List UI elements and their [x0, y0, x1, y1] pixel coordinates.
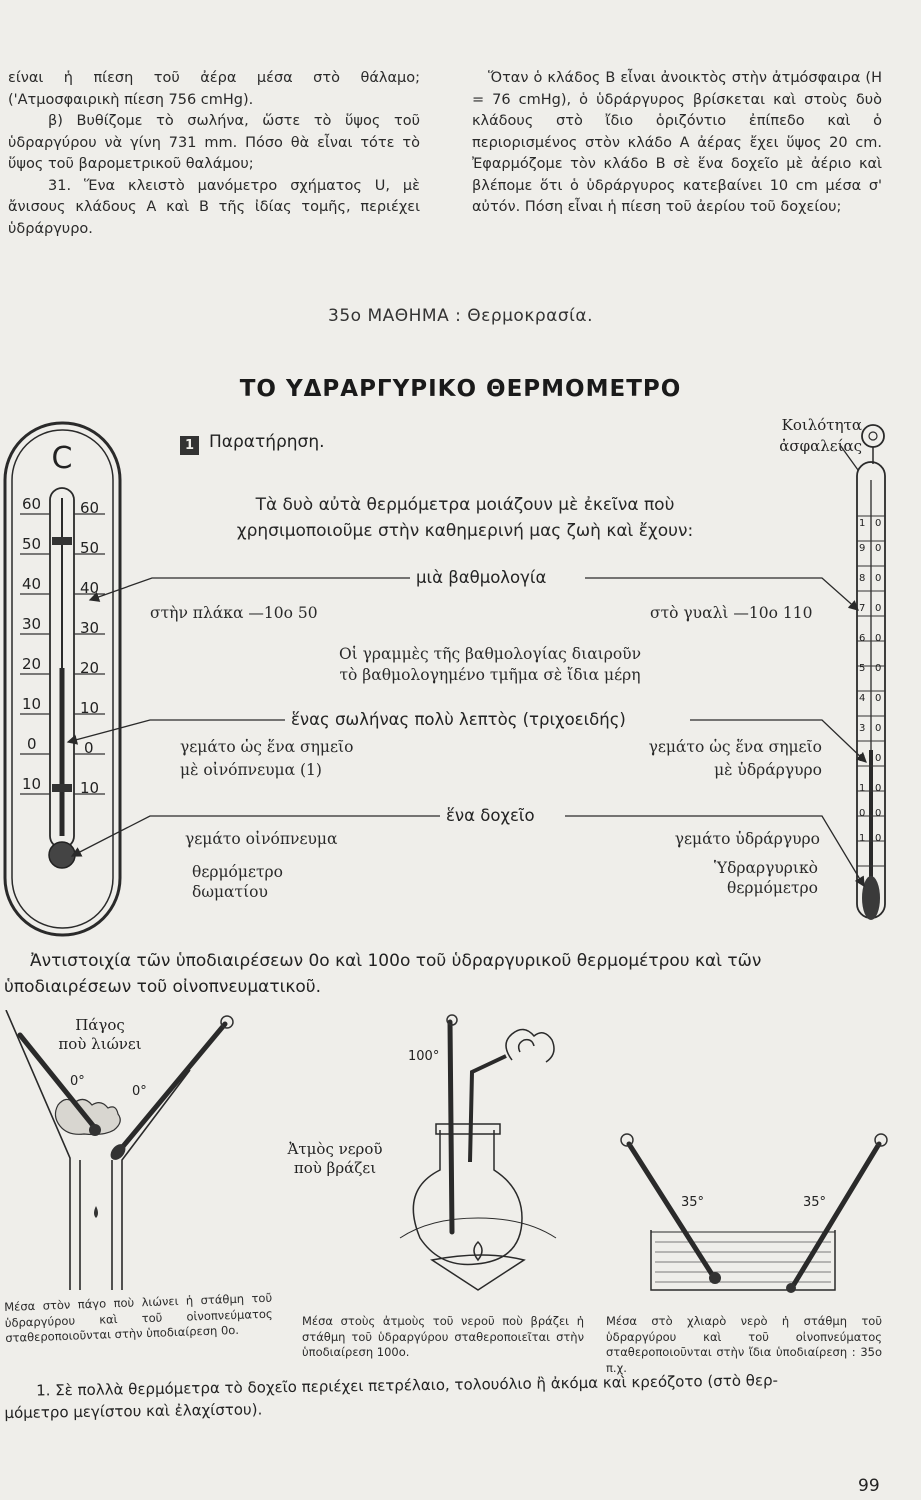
scale-left-text: στὴν πλάκα —10ο 50 [150, 604, 318, 622]
hundred-mark: 100° [408, 1049, 440, 1064]
scale-digit: 2 [859, 753, 866, 764]
feature-scale: μιὰ βαθμολογία [410, 568, 552, 587]
scale-digit: 1 [859, 783, 866, 794]
scale-digit: 0 [875, 518, 882, 529]
footnote-line: μόμετρο μεγίστου καὶ ἐλαχίστου). [4, 1400, 263, 1422]
label-line: δωματίου [192, 883, 268, 901]
graduation-line: Οἱ γραμμὲς τῆς βαθμολογίας διαιροῦν [338, 645, 642, 663]
scale-digit: 0 [875, 753, 882, 764]
scale-digit: 0 [859, 808, 866, 819]
scale-number-left: 10 [22, 695, 42, 713]
thermometer-bulb [89, 1124, 101, 1136]
bulb-right-text: γεμάτο ὑδράργυρο [674, 830, 820, 848]
tube-right-line: μὲ ὑδράργυρο [714, 761, 822, 779]
water-texture [655, 1242, 831, 1282]
scale-number-left: 10 [22, 775, 42, 793]
page-number: 99 [858, 1476, 880, 1496]
scale-digit: 0 [875, 633, 882, 644]
scale-number-right: 40 [80, 579, 100, 597]
scale-number-right: 50 [80, 539, 100, 557]
scale-number-left: 0 [27, 735, 37, 753]
zero-mark-left: 0° [70, 1074, 85, 1089]
scale-digit: 0 [875, 573, 882, 584]
scale-digit: 0 [875, 693, 882, 704]
scale-number-left: 30 [22, 615, 42, 633]
thermometer [450, 1022, 452, 1232]
caption-ice: Μέσα στὸν πάγο ποὺ λιώνει ἡ στάθμη τοῦ ὑδραργύρου καὶ τοῦ οἰνοπνεύματος σταθεροποιοῦνται στὴν ὑποδιαίρεση 0ο. [4, 1290, 273, 1345]
scale-digit: 1 [859, 833, 866, 844]
label-line: ἀσφαλείας [779, 437, 862, 455]
mercury-thermometer-label [600, 858, 818, 898]
scale-digit: 0 [875, 603, 882, 614]
flame [474, 1242, 482, 1260]
celsius-unit: C [51, 441, 73, 476]
scale-number-right: 10 [80, 699, 100, 717]
lesson-heading: 35ο ΜΑΘΗΜΑ : Θερμοκρασία. [328, 306, 593, 326]
label-line: θερμόμετρο [192, 863, 284, 881]
flask [413, 1130, 522, 1264]
figure-warm-water [615, 1130, 895, 1300]
top-right-paragraph: Ὅταν ὁ κλάδος Β εἶναι ἀνοικτὸς στὴν ἀτμόσφαιρα (Η = 76 cmHg), ὁ ὑδράργυρος βρίσκεται καὶ στοὺς δυὸ κλάδους στὸ ἴδιο ὁριζόντιο ἐπίπεδο καὶ ὁ περιορισμένος στὸν κλάδο Α ἀέρας ἔχει ὕψος 20 cm. Ἐφαρμόζομε τὸν κλάδο Β σὲ ἕνα δοχεῖο μὲ ἀέριο καὶ βλέπομε ὅτι ὁ ὑδράργυρος κατεβαίνει 10 cm μέσα σ' αὐτόν. Πόση εἶναι ἡ πίεση τοῦ ἀερίου τοῦ δοχείου; [472, 70, 882, 215]
flask-stopper [436, 1124, 500, 1134]
footnote-line: 1. Σὲ πολλὰ θερμόμετρα τὸ δοχεῖο περιέχει πετρέλαιο, τολουόλιο ἢ ἀκόμα καὶ κρεόζοτο (στὸ θερ- [36, 1371, 779, 1400]
steam-label [280, 1140, 390, 1178]
scale-digit: 1 [859, 518, 866, 529]
tube-right-line: γεμάτο ὡς ἕνα σημεῖο [648, 738, 822, 756]
thermometer-bulb [786, 1283, 796, 1293]
mark-35-left: 35° [681, 1195, 705, 1210]
scale-digit: 4 [859, 693, 866, 704]
ice-label [52, 1016, 148, 1054]
arrow-scale-left [90, 578, 410, 600]
scale-digit: 8 [859, 573, 866, 584]
steam-outlet-tube [470, 1056, 506, 1162]
figure-boiling-water [380, 1012, 580, 1292]
zero-mark-right: 0° [132, 1084, 147, 1099]
scale-digit: 0 [875, 663, 882, 674]
scale-digit: 9 [859, 543, 866, 554]
graduation-text [290, 644, 690, 686]
scale-number-right: 0 [84, 739, 94, 757]
scale-digit: 0 [875, 543, 882, 554]
tube-left-line: μὲ οἰνόπνευμα (1) [180, 761, 322, 779]
bulb-left-text: γεμάτο οἰνόπνευμα [185, 830, 338, 848]
scale-digit: 6 [859, 633, 866, 644]
intro-line: χρησιμοποιοῦμε στὴν καθημερινή μας ζωὴ καὶ ἔχουν: [236, 521, 694, 541]
question-31: 31. Ἕνα κλειστὸ μανόμετρο σχήματος U, μὲ ἄνισους κλάδους Α καὶ Β τῆς ἰδίας τομῆς, περιέχει ὑδράργυρο. [8, 177, 420, 237]
label-line: θερμόμετρο [726, 879, 818, 897]
caption-steam: Μέσα στοὺς ἀτμοὺς τοῦ νεροῦ ποὺ βράζει ἡ στάθμη τοῦ ὑδραργύρου σταθεροποιεῖται στὴν ὑποδιαίρεση 100ο. [302, 1314, 584, 1359]
feature-tube: ἕνας σωλήνας πολὺ λεπτὸς (τριχοειδής) [285, 710, 632, 729]
label-line: Κοιλότητα [781, 416, 862, 434]
mark-35-right: 35° [803, 1195, 827, 1210]
observation-number: 1 [180, 436, 199, 455]
paragraph: β) Βυθίζομε τὸ σωλήνα, ὥστε τὸ ὕψος τοῦ ὑδραργύρου νὰ γίνη 731 mm. Πόσο θὰ εἶναι τότε τὸ ὕψος τοῦ βαρομετρικοῦ θαλάμου; [8, 113, 420, 172]
scale-number-left: 40 [22, 575, 42, 593]
footnote [4, 1368, 895, 1424]
heading-line: ὑποδιαιρέσεων τοῦ οἰνοπνευματικοῦ. [4, 977, 322, 997]
scale-number-right: 30 [80, 619, 100, 637]
steam-puff [519, 1040, 534, 1052]
scale-number-right: 20 [80, 659, 100, 677]
scale-number-left: 20 [22, 655, 42, 673]
label-line: Ὑδραργυρικὸ [713, 859, 818, 877]
thermometer-bulb [709, 1272, 721, 1284]
label-line: ποὺ βράζει [293, 1159, 377, 1177]
scale-number-left: 60 [22, 495, 42, 513]
correspondence-heading [4, 948, 910, 1000]
tube-left-line: γεμάτο ὡς ἕνα σημεῖο [180, 738, 354, 756]
scale-number-right: 10 [80, 779, 100, 797]
thermometer-right [793, 1144, 879, 1286]
observation-label: Παρατήρηση. [209, 432, 325, 452]
heading-line: Ἀντιστοιχία τῶν ὑποδιαιρέσεων 0ο καὶ 100ο τοῦ ὑδραργυρικοῦ θερμομέτρου καὶ τῶν [30, 951, 762, 971]
scale-digit: 0 [875, 723, 882, 734]
scale-digit: 3 [859, 723, 866, 734]
graduation-line: τὸ βαθμολογημένο τμῆμα σὲ ἴδια μέρη [339, 666, 641, 684]
label-line: Πάγος [75, 1016, 125, 1034]
intro-line: Τὰ δυὸ αὐτὰ θερμόμετρα μοιάζουν μὲ ἐκεῖνα ποὺ [255, 495, 675, 515]
thermometer-left [629, 1144, 713, 1276]
tube-left-text [180, 736, 353, 782]
scale-digit: 7 [859, 603, 866, 614]
tube-right-text [600, 736, 822, 782]
label-line: Ἀτμὸς νεροῦ [287, 1140, 383, 1158]
water-drop [94, 1206, 98, 1218]
scale-digit: 0 [875, 783, 882, 794]
water-surface [400, 1218, 556, 1238]
scale-digit: 5 [859, 663, 866, 674]
scale-digit: 0 [875, 833, 882, 844]
scale-digit: 0 [875, 808, 882, 819]
page-title: ΤΟ ΥΔΡΑΡΓΥΡΙΚΟ ΘΕΡΜΟΜΕΤΡΟ [239, 376, 682, 402]
feature-bulb: ἕνα δοχεῖο [440, 806, 541, 825]
label-line: ποὺ λιώνει [58, 1035, 142, 1053]
thermometer-top [221, 1016, 233, 1028]
paragraph: είναι ἡ πίεση τοῦ ἀέρα μέσα στὸ θάλαμο; ('Ατμοσφαιρικὴ πίεση 756 cmHg). [8, 70, 420, 108]
scale-number-right: 60 [80, 499, 100, 517]
safety-cavity-pointer [840, 445, 858, 470]
steam-puff [506, 1029, 554, 1062]
scale-right-text: στὸ γυαλὶ —10ο 110 [650, 604, 813, 622]
scale-number-left: 50 [22, 535, 42, 553]
room-thermometer-label [192, 862, 283, 902]
caption-warm-water: Μέσα στὸ χλιαρὸ νερὸ ἡ στάθμη τοῦ ὑδραργύρου καὶ τοῦ οἰνοπνεύματος σταθεροποιοῦνται στὴν ἴδια ὑποδιαίρεση : 35ο π.χ. [606, 1314, 882, 1375]
